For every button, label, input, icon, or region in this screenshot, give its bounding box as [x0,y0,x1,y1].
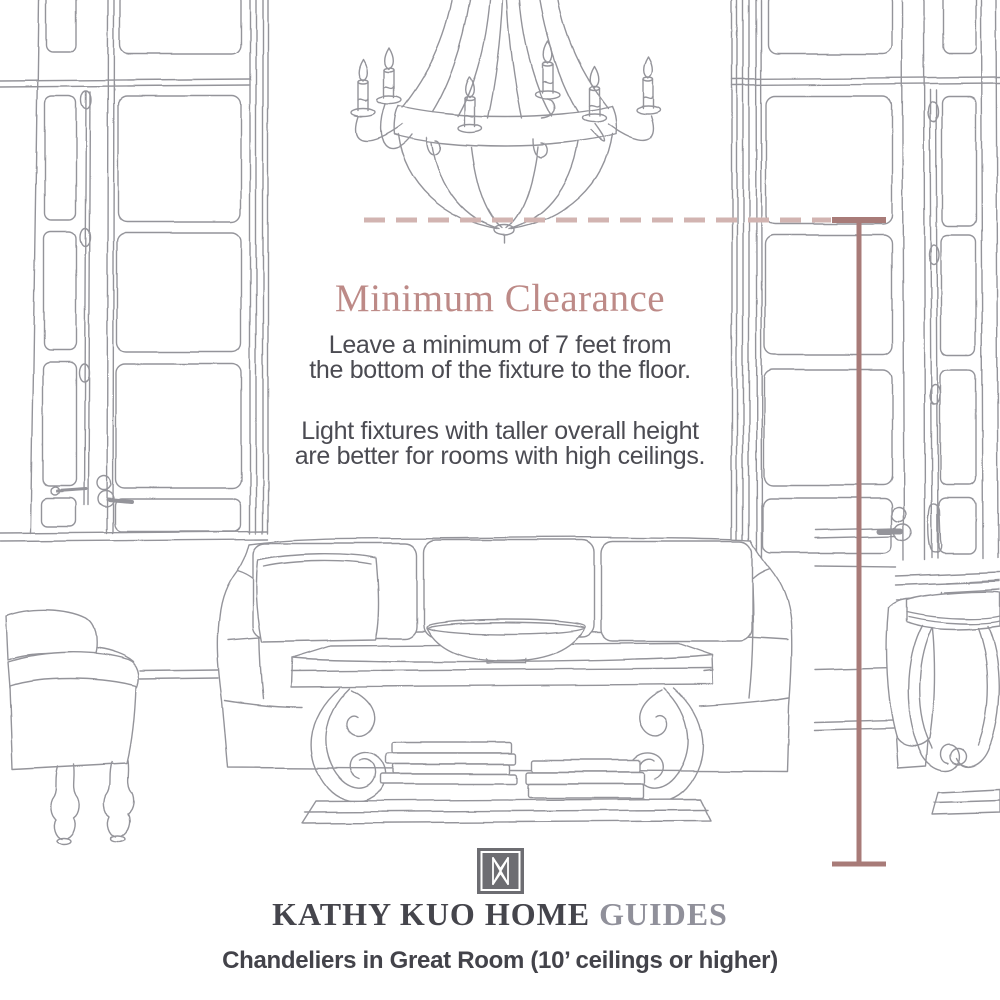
throw-pillow [256,554,378,642]
armchair-drawing [6,610,139,845]
brand-suffix: GUIDES [599,896,728,932]
clearance-title: Minimum Clearance [334,277,666,320]
paragraph-line: the bottom of the fixture to the floor. [309,355,691,384]
clearance-paragraph-2 [0,419,1000,468]
guide-caption: Chandeliers in Great Room (10’ ceilings or higher) [222,947,778,974]
chandelier-drawing [351,0,661,243]
brand-name: KATHY KUO HOME [272,896,591,932]
brand-line [0,896,1000,933]
kathy-kuo-home-logo-icon [477,848,524,894]
clearance-paragraph-1 [0,333,1000,382]
paragraph-line: are better for rooms with high ceilings. [294,441,706,470]
paragraph-line: Leave a minimum of 7 feet from [328,331,672,359]
paragraph-line: Light fixtures with taller overall height [301,417,699,445]
side-table-drawing [886,580,1000,814]
